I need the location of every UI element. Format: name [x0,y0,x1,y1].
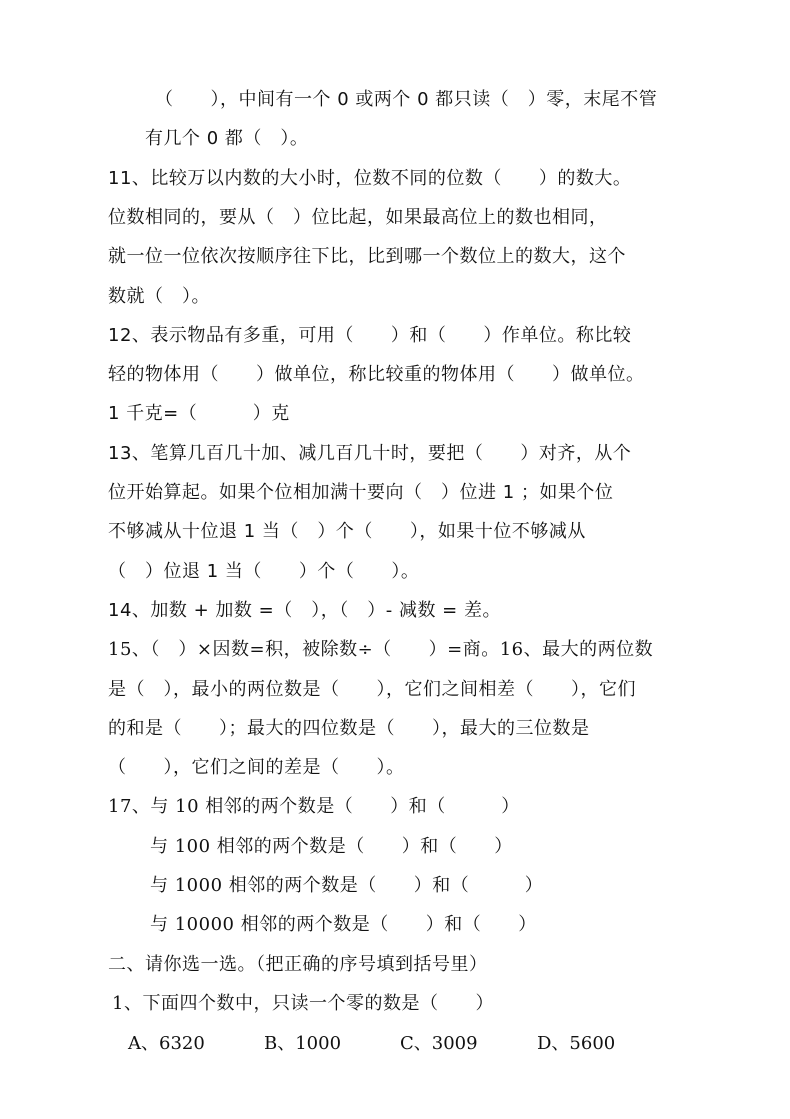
question-11-line-4: 数就（ ）。 [108,286,210,307]
mc-question-1: 1、下面四个数中，只读一个零的数是（ ） [112,993,494,1014]
section-2-heading: 二、请你选一选。（把正确的序号填到括号里） [108,954,488,975]
question-13-line-2: 位开始算起。如果个位相加满十要向（ ）位进 1 ；如果个位 [108,482,614,503]
question-16-line-2: 的和是（ ）；最大的四位数是（ ），最大的三位数是 [108,718,590,739]
question-11-line-1: 11、比较万以内数的大小时，位数不同的位数（ ）的数大。 [108,168,632,189]
question-17-line-2: 与 100 相邻的两个数是（ ）和（ ） [150,836,513,857]
text-line-2: 有几个 0 都（ ）。 [145,128,309,149]
question-12-line-3: 1 千克=（ ）克 [108,403,290,424]
question-17-line-3: 与 1000 相邻的两个数是（ ）和（ ） [150,875,544,896]
question-15-line-1: 15、（ ）×因数=积，被除数÷（ ）=商。16、最大的两位数 [108,639,654,660]
question-12-line-2: 轻的物体用（ ）做单位，称比较重的物体用（ ）做单位。 [108,364,645,385]
option-b: B、1000 [264,1033,342,1054]
question-12-line-1: 12、表示物品有多重，可用（ ）和（ ）作单位。称比较 [108,325,632,346]
question-16-line-1: 是（ ），最小的两位数是（ ），它们之间相差（ ），它们 [108,679,636,700]
question-14: 14、加数 + 加数 =（ ），（ ）- 减数 = 差。 [108,600,501,621]
option-d: D、5600 [537,1033,616,1054]
question-13-line-4: （ ）位退 1 当（ ）个（ ）。 [108,561,420,582]
question-17-line-1: 17、与 10 相邻的两个数是（ ）和（ ） [108,796,520,817]
question-16-line-3: （ ），它们之间的差是（ ）。 [108,757,405,778]
question-17-line-4: 与 10000 相邻的两个数是（ ）和（ ） [150,914,537,935]
option-c: C、3009 [400,1033,478,1054]
option-a: A、6320 [128,1033,205,1054]
question-13-line-1: 13、笔算几百几十加、减几百几十时，要把（ ）对齐，从个 [108,443,632,464]
question-13-line-3: 不够减从十位退 1 当（ ）个（ ），如果十位不够减从 [108,521,586,542]
question-11-line-2: 位数相同的，要从（ ）位比起，如果最高位上的数也相同， [108,207,608,228]
question-11-line-3: 就一位一位依次按顺序往下比，比到哪一个数位上的数大，这个 [108,246,626,267]
text-line-1: （ ），中间有一个 0 或两个 0 都只读（ ）零，末尾不管 [155,89,658,110]
